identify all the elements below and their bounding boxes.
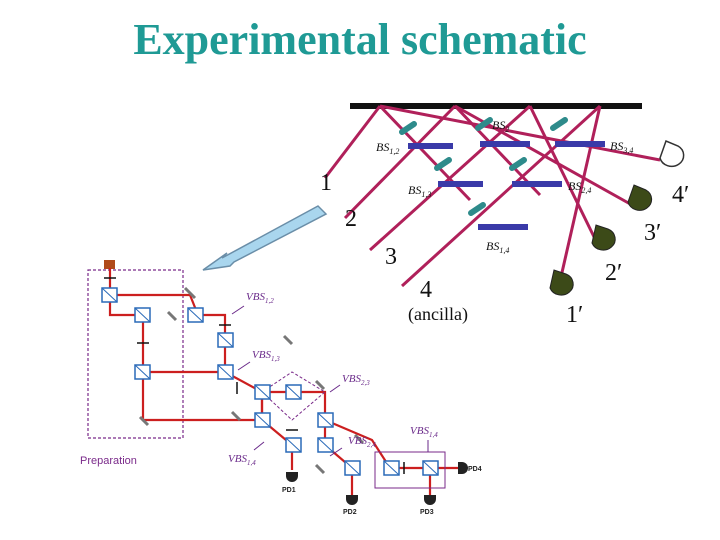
pd2-label: PD2 [343,509,357,516]
block-arrow-icon [203,206,326,270]
pd2-detector-icon [346,495,358,505]
circuit-beam [225,372,292,445]
vbs-label-2-3: $VBS_{2,3}$ [342,373,370,387]
bs-label-1-3: $BS_{1,3}$ [408,183,432,199]
bs-label-2: $BS_2$ [492,118,510,134]
mirror-icon [316,465,324,473]
bs-cube-diagonals [102,288,438,475]
pd4-detector-icon [458,462,468,474]
pd1-detector-icon [286,472,298,482]
pd3-detector-icon [424,495,436,505]
vbs-label-1-4-box: $VBS_{1,4}$ [410,425,438,439]
output-port-2p: 2′ [605,260,623,286]
bs-label-2-4: $BS_{2,4}$ [568,179,592,195]
mirror-icon [168,312,176,320]
top-schematic [320,103,689,328]
bs-label-1-4: $BS_{1,4}$ [486,239,510,255]
phase-plate-icon [471,205,483,213]
vbs-label-1-2: $VBS_{1,2}$ [246,291,274,305]
bs-label-3-4: $BS_{3,4}$ [610,139,634,155]
vbs-pointer [232,306,244,314]
output-port-1p: 1′ [566,302,584,328]
pd-labels [282,466,482,516]
pd1-label: PD1 [282,487,296,494]
beam-3p-out [455,106,632,205]
beam-1-in [325,106,380,178]
phase-plate-icon [553,120,565,128]
vbs-label-1-3: $VBS_{1,3}$ [252,349,280,363]
pd3-label: PD3 [420,509,434,516]
vbs-pointers [232,306,428,456]
circuit-beam [110,268,225,372]
output-port-4p: 4′ [672,182,690,208]
phase-plate-icon [437,160,449,168]
vbs-label-1-4: $VBS_{1,4}$ [228,453,256,467]
circuit-beams [110,268,458,495]
preparation-label: Preparation [80,455,137,467]
mirror-icon [284,336,292,344]
bs-1-2-bar [408,143,453,149]
bs-1-3-bar [438,181,483,187]
input-port-2: 2 [345,206,357,232]
detector-icon [550,270,573,295]
detector-icon [628,185,652,210]
detector-icon [660,141,684,166]
phase-plate-icon [512,160,524,168]
pd4-label: PD4 [468,466,482,473]
input-port-1: 1 [320,170,332,196]
vbs-pointer [238,362,250,370]
beam-2p-out [530,106,598,245]
vbs-pointer [254,442,264,450]
input-port-4: 4 [420,277,432,303]
phase-plate-icon [402,124,414,132]
ancilla-label: (ancilla) [408,304,468,324]
beam-2-in [345,106,455,218]
bs-2-bar [480,141,530,147]
mirror-icon [232,412,240,420]
bs-label-1-2: $BS_{1,2}$ [376,140,400,156]
input-port-3: 3 [385,244,397,270]
bs-2-4-bar [512,181,562,187]
vbs-pointer [330,385,340,392]
beam-splitter-cubes [102,288,438,475]
bs-3-4-bar [555,141,605,147]
bs-1-4-bar [478,224,528,230]
detector-icon [592,225,615,250]
vbs-label-2-4: $VBS_{2,4}$ [348,435,376,449]
pointer-arrow [203,206,326,270]
beam-1p-out [558,106,600,290]
slide-title: Experimental schematic [133,15,587,64]
circuit-beam [110,295,225,372]
laser-source [104,260,115,269]
output-port-3p: 3′ [644,220,662,246]
